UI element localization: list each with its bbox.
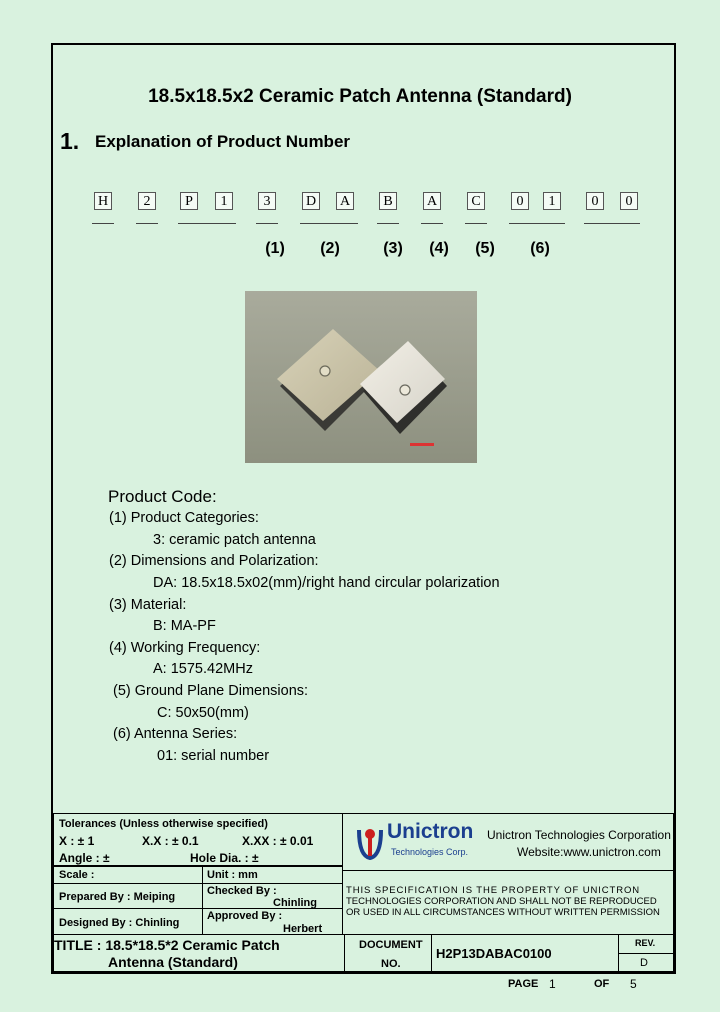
product-code-line: (4) Working Frequency: (109, 640, 261, 656)
page-total: 5 (630, 977, 637, 991)
approved-by-name: Herbert (283, 923, 323, 935)
product-code-line: DA: 18.5x18.5x02(mm)/right hand circular polarization (153, 575, 500, 591)
no-label: NO. (381, 958, 401, 970)
product-code-line: B: MA-PF (153, 618, 216, 634)
product-code-line: A: 1575.42MHz (153, 661, 253, 677)
notice-line: THIS SPECIFICATION IS THE PROPERTY OF UNICTRON (346, 885, 641, 896)
pn-index: (6) (530, 240, 550, 257)
pn-underline (92, 223, 114, 224)
company-name: Unictron Technologies Corporation (487, 828, 671, 842)
tolerance-xxx: X.XX : ± 0.01 (242, 834, 314, 848)
pn-underline (421, 223, 443, 224)
product-code-line: (6) Antenna Series: (113, 726, 238, 742)
designed-cell (53, 908, 203, 935)
pn-char: 0 (586, 192, 604, 210)
product-code-heading: Product Code: (108, 487, 217, 506)
checked-by-name: Chinling (273, 897, 317, 909)
section-title: Explanation of Product Number (95, 132, 351, 151)
page-label: PAGE (508, 978, 539, 990)
product-code-line: (1) Product Categories: (109, 510, 259, 526)
rev-value: D (640, 957, 648, 969)
title-block (53, 813, 674, 972)
logo-text: Unictron (387, 820, 474, 843)
pn-index: (3) (383, 240, 403, 257)
product-code-line: 3: ceramic patch antenna (153, 532, 316, 548)
pn-underline (136, 223, 158, 224)
pn-char: 0 (620, 192, 638, 210)
pn-char: 0 (511, 192, 529, 210)
pn-char: 1 (543, 192, 561, 210)
approved-by-label: Approved By : (207, 910, 283, 922)
notice-line: TECHNOLOGIES CORPORATION AND SHALL NOT BE REPRODUCED (346, 896, 657, 907)
document-label: DOCUMENT (359, 939, 423, 951)
notice-line: OR USED IN ALL CIRCUMSTANCES WITHOUT WRITTEN PERMISSION (346, 907, 660, 918)
pn-index: (2) (320, 240, 340, 257)
scale-cell (53, 866, 203, 884)
unit-label: Unit : mm (207, 869, 258, 881)
pn-underline (377, 223, 399, 224)
company-website: Website:www.unictron.com (517, 845, 661, 859)
pn-char: A (336, 192, 354, 210)
product-code-line: C: 50x50(mm) (157, 705, 249, 721)
pn-char: 2 (138, 192, 156, 210)
document-number: H2P13DABAC0100 (436, 946, 552, 961)
pn-char: A (423, 192, 441, 210)
notice-cell (342, 870, 674, 935)
rev-label: REV. (635, 938, 656, 948)
product-code-line: (5) Ground Plane Dimensions: (113, 683, 309, 699)
of-label: OF (594, 978, 610, 990)
product-code-line: (3) Material: (109, 597, 187, 613)
document-no-cell (431, 934, 619, 972)
page-number: 1 (549, 977, 556, 991)
pn-char: P (180, 192, 198, 210)
tolerances-cell (53, 813, 343, 866)
product-code-line: (2) Dimensions and Polarization: (109, 553, 319, 569)
pn-underline (256, 223, 278, 224)
tolerance-x: X : ± 1 (59, 834, 95, 848)
approved-cell (202, 908, 343, 935)
doc-title-line-1: TITLE : 18.5*18.5*2 Ceramic Patch (54, 937, 280, 953)
pn-index: (1) (265, 240, 285, 257)
pn-underline (509, 223, 565, 224)
prepared-cell (53, 883, 203, 909)
pn-underline (300, 223, 358, 224)
company-cell (342, 813, 674, 871)
angle-tolerance: Angle : ± (59, 851, 110, 865)
pn-index: (5) (475, 240, 495, 257)
pn-index: (4) (429, 240, 449, 257)
document-title: 18.5x18.5x2 Ceramic Patch Antenna (Standard) (148, 86, 572, 107)
doc-title-line-2: Antenna (Standard) (108, 954, 238, 970)
rev-label-cell (618, 934, 674, 954)
pn-char: B (379, 192, 397, 210)
document-label-cell (344, 934, 432, 972)
rev-value-cell (618, 953, 674, 972)
pn-char: 1 (215, 192, 233, 210)
pn-char: D (302, 192, 320, 210)
logo-subtext: Technologies Corp. (391, 847, 469, 857)
title-cell (53, 934, 345, 972)
pn-underline (465, 223, 487, 224)
section-number: 1. (60, 128, 80, 154)
checked-by-label: Checked By : (207, 885, 277, 897)
pn-underline (178, 223, 236, 224)
pn-char: 3 (258, 192, 276, 210)
designed-by: Designed By : Chinling (59, 917, 180, 929)
prepared-by: Prepared By : Meiping (59, 891, 176, 903)
scale-label: Scale : (59, 869, 95, 881)
product-code-line: 01: serial number (157, 748, 270, 764)
tolerance-xx: X.X : ± 0.1 (142, 834, 199, 848)
pn-underline (584, 223, 640, 224)
pn-char: C (467, 192, 485, 210)
unictron-logo-icon (355, 822, 385, 864)
pn-char: H (94, 192, 112, 210)
antenna-photo (245, 291, 477, 463)
hole-dia-tolerance: Hole Dia. : ± (190, 851, 259, 865)
unit-cell (202, 866, 343, 884)
tolerances-heading: Tolerances (Unless otherwise specified) (59, 818, 268, 830)
checked-cell (202, 883, 343, 909)
